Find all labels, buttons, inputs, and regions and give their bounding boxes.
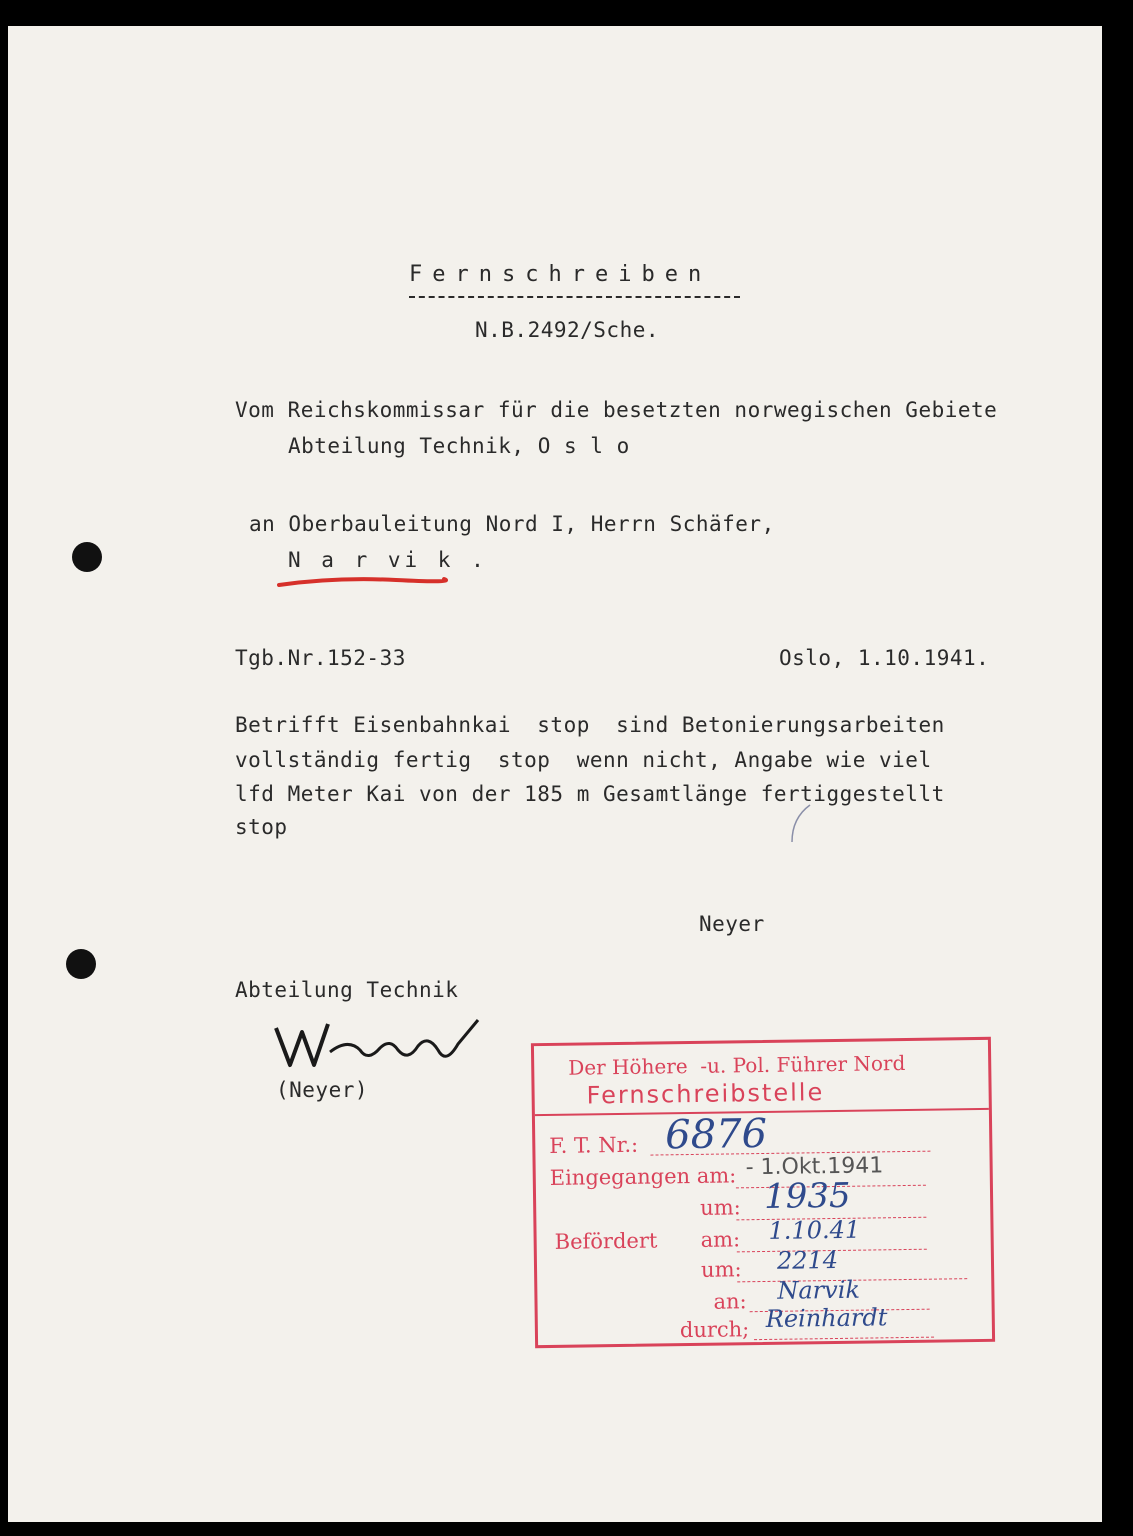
- body-line-4: stop: [235, 815, 288, 839]
- ft-number-label: F. T. Nr.:: [549, 1132, 639, 1158]
- forwarded-label: Befördert: [554, 1228, 658, 1254]
- place-date: Oslo, 1.10.1941.: [779, 646, 990, 670]
- receipt-stamp: [531, 1037, 995, 1348]
- reference-number: N.B.2492/Sche.: [475, 318, 660, 342]
- forwarded-by-label: durch;: [679, 1317, 750, 1343]
- forwarded-to-value: Narvik: [777, 1275, 861, 1305]
- sender-line-2: Abteilung Technik, O s l o: [288, 434, 630, 458]
- forwarded-date-value: 1.10.41: [768, 1215, 861, 1245]
- journal-number: Tgb.Nr.152-33: [235, 646, 406, 670]
- signature-name: (Neyer): [276, 1078, 369, 1102]
- stamp-title: Fernschreibstelle: [586, 1078, 825, 1110]
- punch-hole-top: [72, 542, 102, 572]
- forwarded-time-value: 2214: [776, 1245, 839, 1275]
- recipient-line-1: an Oberbauleitung Nord I, Herrn Schäfer,: [249, 512, 775, 536]
- punch-hole-bottom: [66, 949, 96, 979]
- received-label: Eingegangen am:: [549, 1163, 737, 1190]
- body-line-1: Betrifft Eisenbahnkai stop sind Betonierungsarbeiten: [235, 713, 945, 737]
- pencil-mark: [780, 800, 820, 850]
- received-time-label: um:: [700, 1195, 741, 1220]
- department: Abteilung Technik: [235, 978, 459, 1002]
- title-underline: [409, 296, 740, 298]
- forwarded-date-label: am:: [700, 1227, 741, 1252]
- stamp-organization: Der Höhere -u. Pol. Führer Nord: [568, 1051, 906, 1080]
- forwarded-by-line: [754, 1337, 934, 1341]
- received-date-stamp: - 1.Okt.1941: [745, 1153, 884, 1181]
- sender-line-1: Vom Reichskommissar für die besetzten norwegischen Gebiete: [235, 398, 998, 422]
- body-line-3: lfd Meter Kai von der 185 m Gesamtlänge fertiggestellt: [235, 782, 945, 806]
- typed-name: Neyer: [699, 912, 765, 936]
- received-time-value: 1935: [763, 1175, 851, 1217]
- body-line-2: vollständig fertig stop wenn nicht, Angabe wie viel: [235, 748, 932, 772]
- document-title: Fernschreiben: [409, 262, 712, 287]
- recipient-city: N a r vi k .: [288, 548, 488, 572]
- handwritten-signature: [268, 1010, 488, 1075]
- forwarded-to-label: an:: [713, 1289, 747, 1314]
- ft-number-value: 6876: [664, 1110, 768, 1159]
- forwarded-time-label: um:: [700, 1257, 742, 1282]
- red-underline: [276, 570, 448, 592]
- forwarded-by-value: Reinhardt: [765, 1303, 888, 1333]
